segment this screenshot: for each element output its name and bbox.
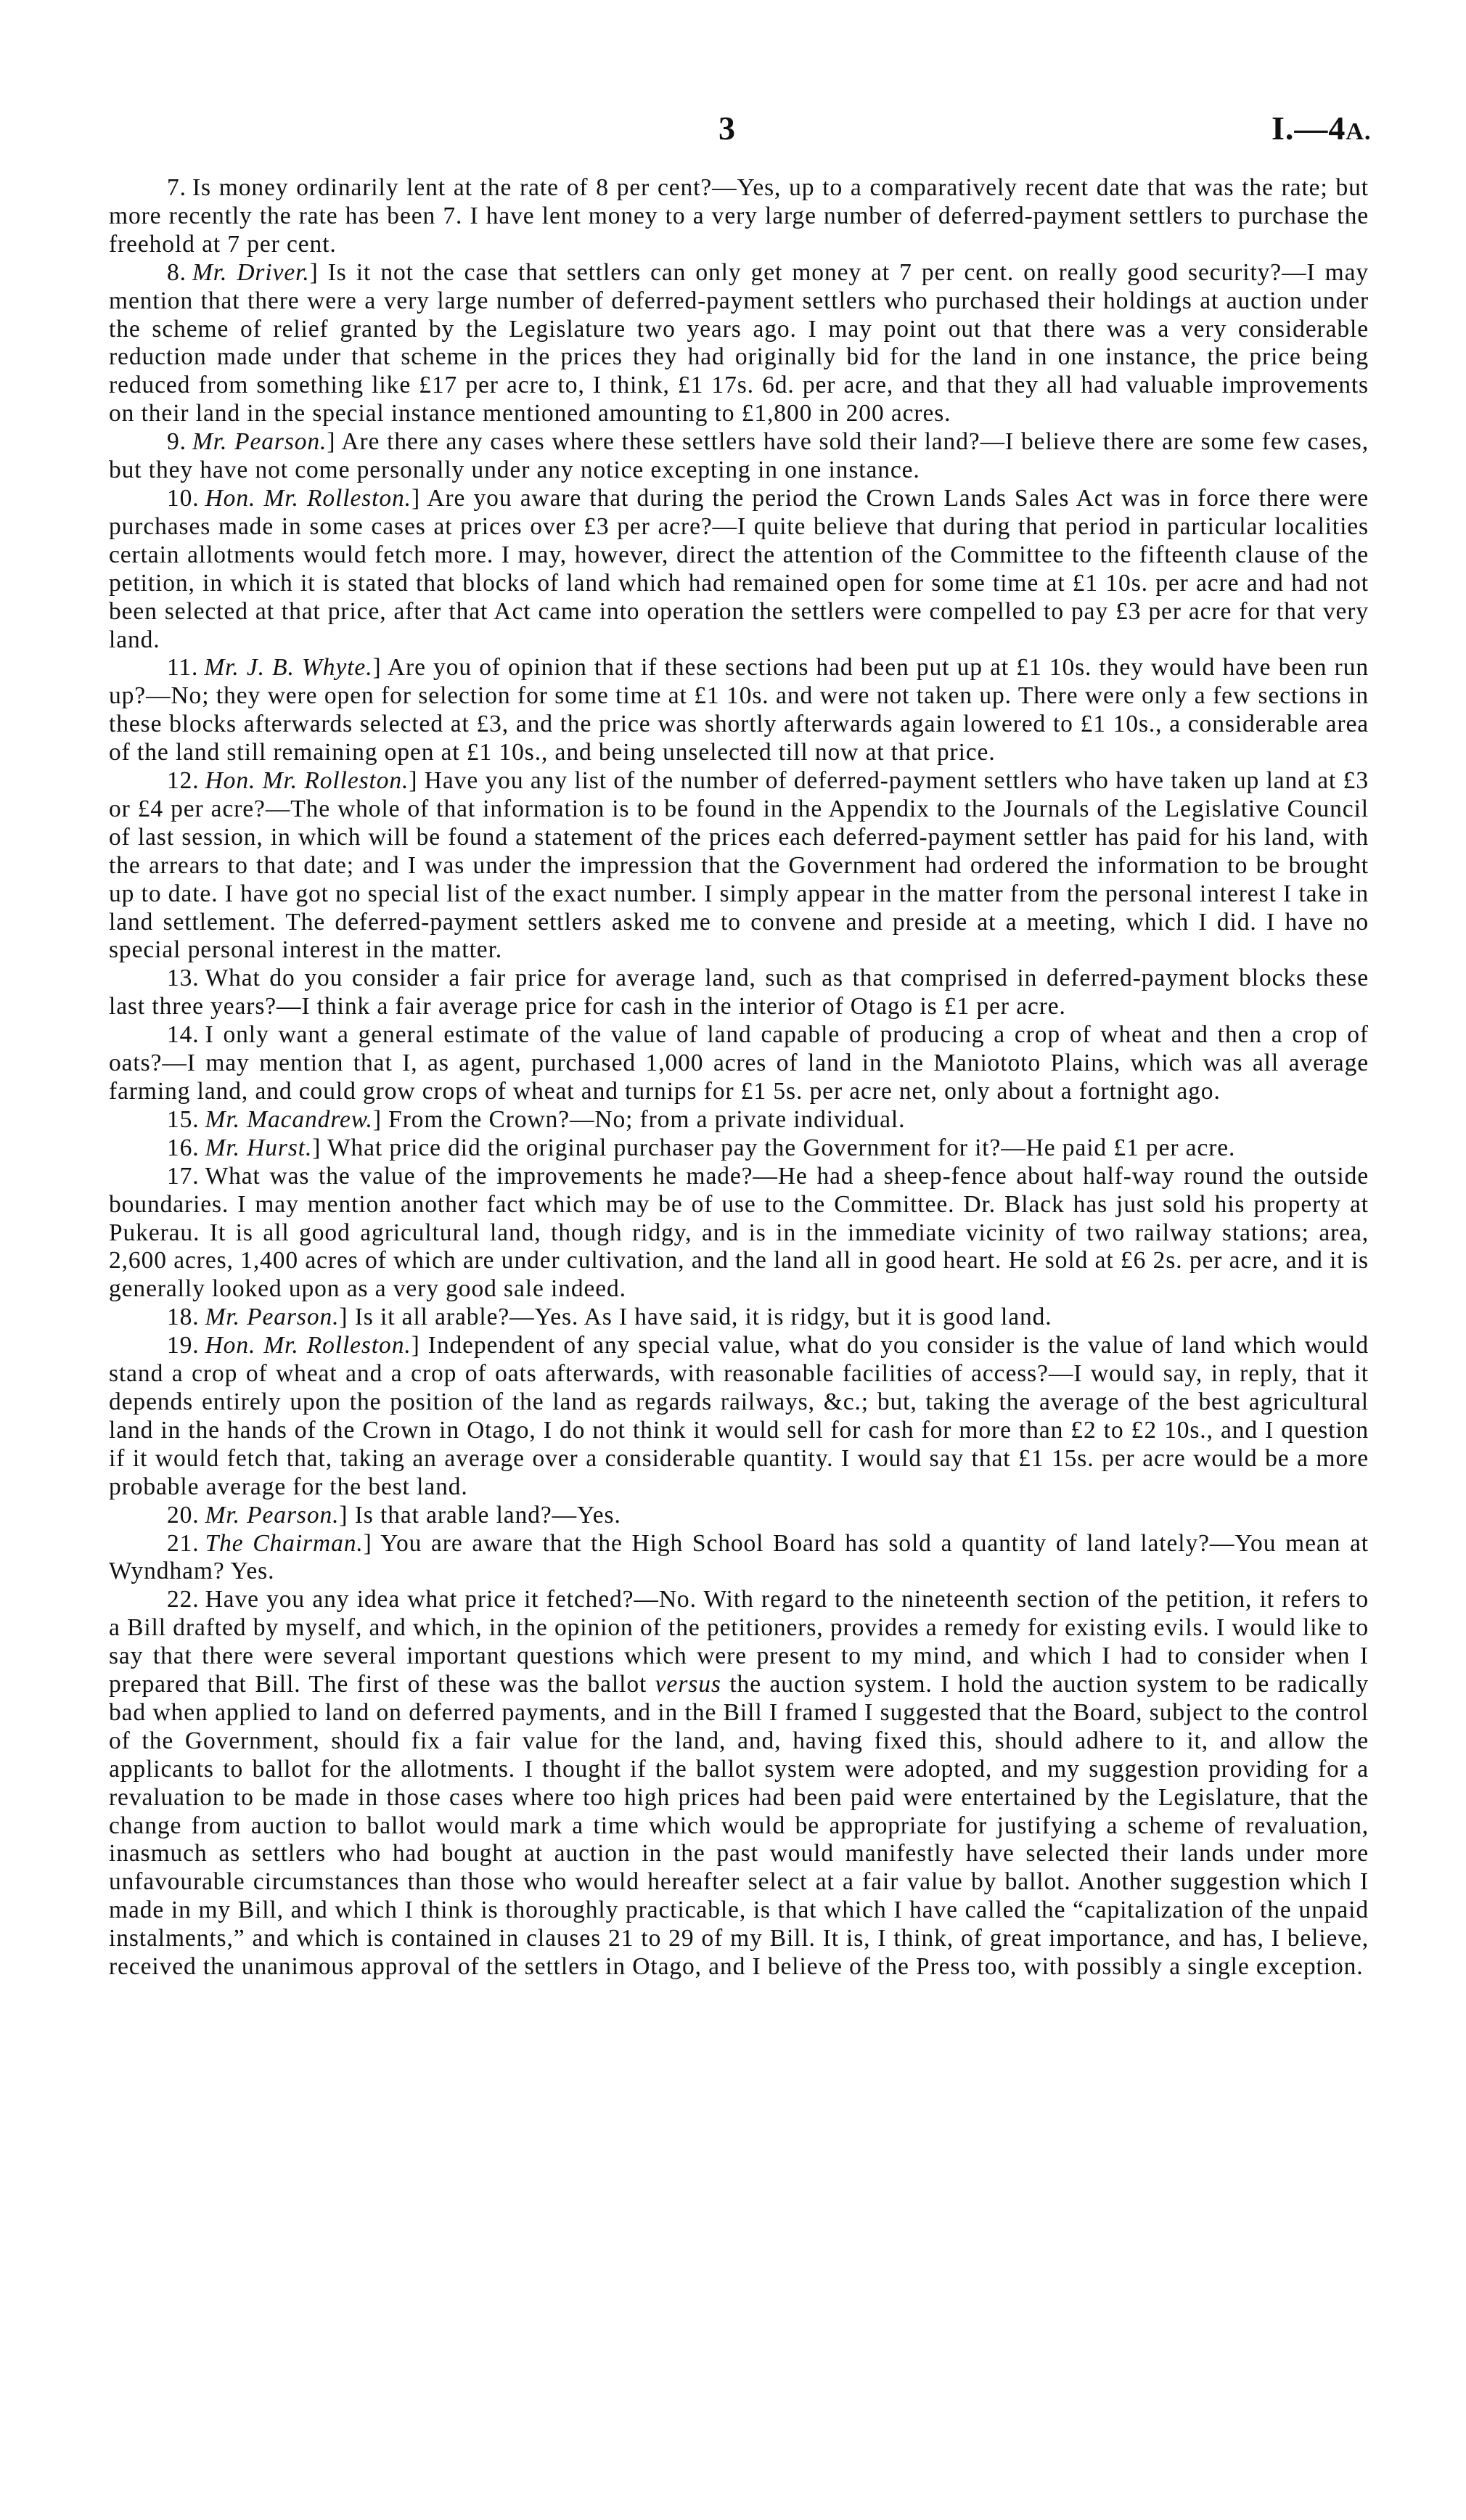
paragraph-text-continued: the auction system. I hold the auction system to be radically bad when applied to land on deferred payments, and in the Bill I framed I suggested that the Board, subject to the control of the Government, should fix a fair value for the land, and, having fixed this, should adhere to it, and allow the applicants to ballot for the allotments. I thought if the ballot system were adopted, and my suggestion providing for a revaluation to be made in those cases where too high prices had been paid were entertained by the Legislature, that the change from auction to ballot would mark a time which would be appropriate for justifying a scheme of revaluation, inasmuch as settlers who had bought at auction in the past would manifestly have selected their lands under more unfavourable circumstances than those who would hereafter select at a fair value by ballot. Another suggestion which I made in my Bill, and which I think is thoroughly practicable, is that which I have called the “capitalization of the unpaid instalments,” and which is contained in clauses 21 to 29 of my Bill. It is, I think, of great importance, and has, I believe, received the unanimous approval of the settlers in Otago, and I believe of the Press too, with possibly a single exception. — [109, 1671, 1369, 1981]
question-number: 18. — [167, 1304, 200, 1331]
paragraph-21 — [109, 1530, 1369, 1587]
speaker-name: Mr. Hurst. — [205, 1134, 313, 1161]
speaker-name: Mr. Driver. — [192, 258, 310, 286]
paragraph-12 — [109, 767, 1369, 965]
paragraph-text: What do you consider a fair price for average land, such as that comprised in deferred-payment blocks these last three years?—I think a fair average price for cash in the interior of Otago is £1 per acre. — [109, 965, 1369, 1020]
speaker-name: Mr. Pearson. — [205, 1304, 340, 1331]
question-number: 17. — [167, 1162, 200, 1190]
paragraph-20 — [109, 1502, 1369, 1530]
question-number: 13. — [167, 965, 200, 992]
paragraph-text: ] What price did the original purchaser pay the Government for it?—He paid £1 per acre. — [312, 1134, 1236, 1161]
paragraph-22 — [109, 1586, 1369, 1981]
evidence-body — [109, 174, 1369, 1981]
paragraph-text: ] Have you any list of the number of deferred-payment settlers who have taken up land at £3 or £4 per acre?—The whole of that information is to be found in the Appendix to the Journals of the Legislative Council of last session, in which will be found a statement of the prices each deferred-payment settler has paid for his land, with the arrears to that date; and I was under the impression that the Government had ordered the information to be brought up to date. I have got no special list of the exact number. I simply appear in the matter from the personal interest I take in land settlement. The deferred-payment settlers asked me to convene and preside at a meeting, which I did. I have no special personal interest in the matter. — [109, 767, 1369, 964]
paragraph-text: ] Are there any cases where these settlers have sold their land?—I believe there are some few cases, but they have not come personally under any notice excepting in one instance. — [109, 428, 1369, 484]
question-number: 7. — [167, 174, 187, 201]
paragraph-text: What was the value of the improvements he made?—He had a sheep-fence about half-way round the outside boundaries. I may mention another fact which may be of use to the Committee. Dr. Black has just sold his property at Pukerau. It is all good agricultural land, though ridgy, and is in the immediate vicinity of two railway stations; area, 2,600 acres, 1,400 acres of which are under cultivation, and the land all in good heart. He sold at £6 2s. per acre, and it is generally looked upon as a very good sale indeed. — [109, 1162, 1369, 1303]
emphasis-text: versus — [655, 1671, 721, 1698]
paragraph-10 — [109, 485, 1369, 654]
question-number: 10. — [167, 484, 200, 512]
paragraph-18 — [109, 1304, 1369, 1332]
paragraph-text: I only want a general estimate of the value of land capable of producing a crop of wheat and then a crop of oats?—I may mention that I, as agent, purchased 1,000 acres of land in the Maniototo Plains, which was all average farming land, and could grow crops of wheat and turnips for £1 5s. per acre net, only about a fortnight ago. — [109, 1021, 1369, 1105]
question-number: 20. — [167, 1501, 200, 1529]
paragraph-text: ] Is it not the case that settlers can only get money at 7 per cent. on really good security?—I may mention that there were a very large number of deferred-payment settlers who purchased their holdings at auction under the scheme of relief granted by the Legislature two years ago. I may point out that there was a very considerable reduction made under that scheme in the prices they had originally bid for the land in one instance, the price being reduced from something like £17 per acre to, I think, £1 17s. 6d. per acre, and that they all had valuable improvements on their land in the special instance mentioned amounting to £1,800 in 200 acres. — [109, 258, 1369, 428]
question-number: 14. — [167, 1021, 200, 1049]
paragraph-9 — [109, 428, 1369, 485]
speaker-name: Mr. Pearson. — [192, 428, 327, 456]
paragraph-11 — [109, 654, 1369, 767]
paragraph-15 — [109, 1106, 1369, 1134]
question-number: 8. — [167, 258, 187, 286]
page-number: 3 — [718, 110, 735, 147]
question-number: 16. — [167, 1134, 200, 1161]
paragraph-text: Is money ordinarily lent at the rate of 8 per cent?—Yes, up to a comparatively recent date that was the rate; but more recently the rate has been 7. I have lent money to a very large number of deferred-payment settlers to purchase the freehold at 7 per cent. — [109, 174, 1369, 258]
paragraph-19 — [109, 1332, 1369, 1501]
paragraph-text: ] Independent of any special value, what do you consider is the value of land which would stand a crop of wheat and a crop of oats afterwards, with reasonable facilities of access?—I would say, in reply, that it depends entirely upon the position of the land as regards railways, &c.; but, taking the average of the best agricultural land in the hands of the Crown in Otago, I do not think it would sell for cash for more than £2 to £2 10s., and I question if it would fetch that, taking an average over a considerable quantity. I would say that £1 15s. per acre would be a more probable average for the best land. — [109, 1332, 1369, 1500]
speaker-name: Mr. J. B. Whyte. — [204, 654, 373, 682]
paragraph-17 — [109, 1163, 1369, 1304]
question-number: 9. — [167, 428, 187, 456]
document-reference — [1272, 109, 1371, 147]
speaker-name: The Chairman. — [205, 1529, 364, 1557]
speaker-name: Mr. Macandrew. — [205, 1105, 373, 1133]
question-number: 22. — [167, 1586, 200, 1613]
paragraph-text: ] Is it all arable?—Yes. As I have said, it is ridgy, but it is good land. — [339, 1304, 1052, 1331]
paragraph-text: ] Are you aware that during the period the Crown Lands Sales Act was in force there were purchases made in some cases at prices over £3 per acre?—I quite believe that during that period in particular localities certain allotments would fetch more. I may, however, direct the attention of the Committee to the fifteenth clause of the petition, in which it is stated that blocks of land which had remained open for some time at £1 10s. per acre and had not been selected at that price, after that Act came into operation the settlers were compelled to pay £3 per acre for that very land. — [109, 484, 1369, 653]
paragraph-14 — [109, 1021, 1369, 1106]
paragraph-text: ] Is that arable land?—Yes. — [339, 1501, 621, 1529]
speaker-name: Hon. Mr. Rolleston. — [205, 484, 411, 512]
question-number: 19. — [167, 1332, 200, 1359]
paragraph-7 — [109, 174, 1369, 259]
paragraph-text: ] Are you of opinion that if these sections had been put up at £1 10s. they would have been run up?—No; they were open for selection for some time at £1 10s. and were not taken up. There were only a few sections in these blocks afterwards selected at £3, and the price was shortly afterwards again lowered to £1 10s., a considerable area of the land still remaining open at £1 10s., and being unselected till now at that price. — [109, 654, 1369, 766]
paragraph-13 — [109, 965, 1369, 1021]
paragraph-text: Have you any idea what price it fetched?—No. With regard to the nineteenth section of the petition, it refers to a Bill drafted by myself, and which, in the opinion of the petitioners, provides a remedy for existing evils. I would like to say that there were several important questions which were present to my mind, and which I had to consider when I prepared that Bill. The first of these was the ballot — [109, 1586, 1369, 1698]
paragraph-text: ] You are aware that the High School Board has sold a quantity of land lately?—You mean at Wyndham? Yes. — [109, 1529, 1369, 1585]
paragraph-16 — [109, 1134, 1369, 1163]
paragraph-8 — [109, 259, 1369, 428]
speaker-name: Mr. Pearson. — [205, 1501, 340, 1529]
document-reference-suffix: A. — [1346, 118, 1372, 145]
speaker-name: Hon. Mr. Rolleston. — [205, 767, 409, 795]
paragraph-text: ] From the Crown?—No; from a private individual. — [372, 1105, 906, 1133]
question-number: 11. — [167, 654, 199, 682]
document-reference-main: I.—4 — [1272, 110, 1346, 147]
question-number: 12. — [167, 767, 200, 795]
question-number: 21. — [167, 1529, 200, 1557]
speaker-name: Hon. Mr. Rolleston. — [205, 1332, 411, 1359]
question-number: 15. — [167, 1105, 200, 1133]
